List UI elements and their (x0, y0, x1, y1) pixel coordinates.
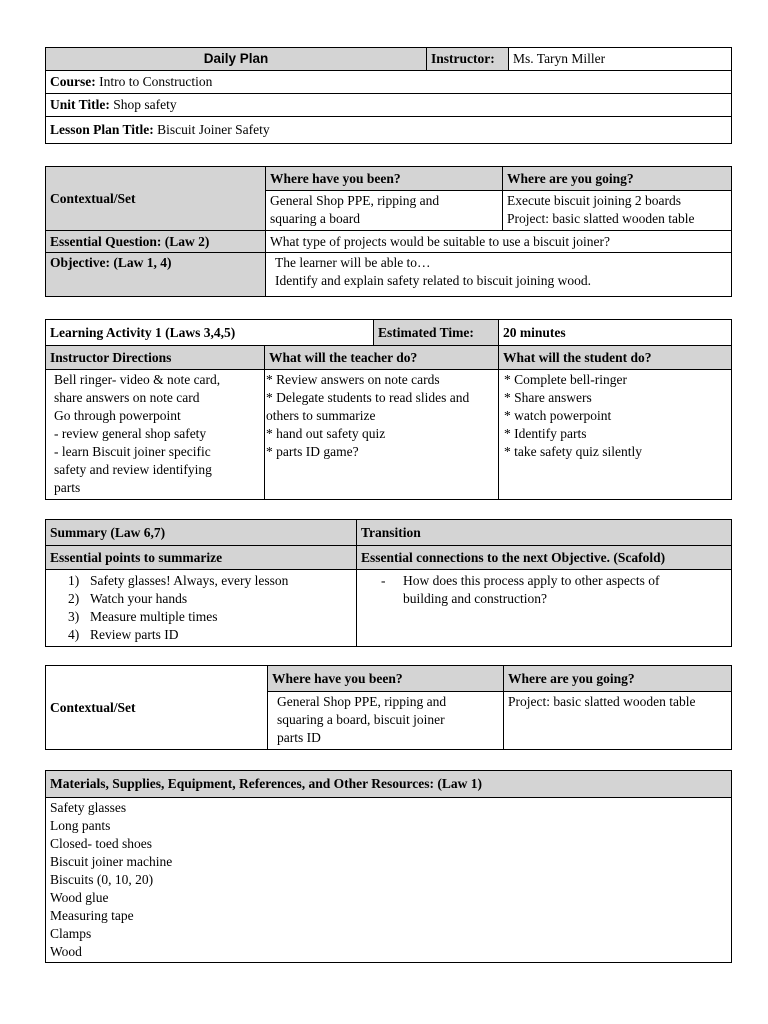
been-header: Where have you been? (266, 167, 503, 191)
list-item: Biscuit joiner machine (50, 854, 173, 869)
unit-value: Shop safety (113, 97, 177, 112)
activity-table (45, 319, 732, 500)
essential-connections-cell (357, 570, 732, 647)
connection-line: building and construction? (403, 591, 547, 606)
student-cell (499, 370, 732, 500)
student-line: * take safety quiz silently (504, 444, 642, 459)
been-line: squaring a board, biscuit joiner (277, 712, 445, 727)
lesson-value: Biscuit Joiner Safety (157, 122, 270, 137)
teacher-line: others to summarize (266, 408, 376, 423)
activity-label: Learning Activity 1 (Laws 3,4,5) (46, 320, 374, 346)
contextual-label: Contextual/Set (46, 167, 266, 231)
going-cell (504, 692, 732, 750)
been-line: General Shop PPE, ripping and (270, 193, 440, 208)
list-item: Safety glasses (50, 800, 127, 815)
objective-line: Identify and explain safety related to biscuit joining wood. (275, 273, 592, 288)
contextual-table (45, 166, 732, 297)
been-line: squaring a board (270, 211, 360, 226)
going-header: Where are you going? (504, 666, 732, 692)
essential-points-list (50, 572, 352, 644)
contextual-table-2 (45, 665, 732, 750)
student-line: * watch powerpoint (504, 408, 612, 423)
instructor-name: Ms. Taryn Miller (509, 48, 732, 71)
list-item: Wood (50, 944, 82, 959)
teacher-line: * parts ID game? (266, 444, 359, 459)
essential-points-cell (46, 570, 357, 647)
list-item: Measuring tape (50, 908, 134, 923)
list-item: 4) Review parts ID (68, 627, 179, 642)
course-value: Intro to Construction (99, 74, 213, 89)
objective-cell (266, 253, 732, 297)
going-line: Execute biscuit joining 2 boards (507, 193, 681, 208)
essential-question-label: Essential Question: (Law 2) (46, 231, 266, 253)
summary-label: Summary (Law 6,7) (46, 520, 357, 546)
directions-line: parts (54, 480, 81, 495)
list-item: 2) Watch your hands (68, 591, 188, 606)
teacher-line: * hand out safety quiz (266, 426, 386, 441)
teacher-header: What will the teacher do? (265, 346, 499, 370)
estimated-time-value: 20 minutes (499, 320, 732, 346)
directions-line: - learn Biscuit joiner specific (54, 444, 211, 459)
transition-label: Transition (357, 520, 732, 546)
teacher-line: * Delegate students to read slides and (266, 390, 470, 405)
going-line: Project: basic slatted wooden table (508, 694, 696, 709)
been-line: parts ID (277, 730, 321, 745)
materials-cell (46, 798, 732, 963)
materials-header: Materials, Supplies, Equipment, References, and Other Resources: (Law 1) (46, 771, 732, 798)
list-item: Long pants (50, 818, 111, 833)
objective-label: Objective: (Law 1, 4) (46, 253, 266, 297)
lesson-row (46, 117, 732, 144)
unit-label: Unit Title: (50, 97, 110, 112)
list-item (381, 572, 727, 608)
teacher-line: * Review answers on note cards (266, 372, 440, 387)
been-cell (266, 191, 503, 231)
unit-row (46, 94, 732, 117)
instructor-directions-header: Instructor Directions (46, 346, 265, 370)
list-item: Wood glue (50, 890, 109, 905)
course-row (46, 71, 732, 94)
estimated-time-label: Estimated Time: (374, 320, 499, 346)
going-header: Where are you going? (503, 167, 732, 191)
directions-line: share answers on note card (54, 390, 200, 405)
directions-line: safety and review identifying (54, 462, 212, 477)
page-title: Daily Plan (46, 48, 427, 71)
essential-connections-header: Essential connections to the next Objective. (Scafold) (357, 546, 732, 570)
contextual-label: Contextual/Set (46, 666, 268, 750)
been-line: General Shop PPE, ripping and (277, 694, 447, 709)
list-item: 1) Safety glasses! Always, every lesson (68, 573, 289, 588)
essential-points-header: Essential points to summarize (46, 546, 357, 570)
essential-question-value: What type of projects would be suitable to use a biscuit joiner? (266, 231, 732, 253)
instructor-directions-cell (46, 370, 265, 500)
going-cell (503, 191, 732, 231)
list-item: Closed- toed shoes (50, 836, 152, 851)
objective-line: The learner will be able to… (275, 255, 431, 270)
instructor-label: Instructor: (427, 48, 509, 71)
student-line: * Identify parts (504, 426, 587, 441)
course-label: Course: (50, 74, 96, 89)
teacher-cell (265, 370, 499, 500)
summary-table (45, 519, 732, 647)
student-line: * Complete bell-ringer (504, 372, 627, 387)
lesson-label: Lesson Plan Title: (50, 122, 154, 137)
been-header: Where have you been? (268, 666, 504, 692)
materials-table (45, 770, 732, 963)
connections-list (361, 572, 727, 608)
been-cell (268, 692, 504, 750)
list-item: 3) Measure multiple times (68, 609, 218, 624)
list-item: Biscuits (0, 10, 20) (50, 872, 154, 887)
list-item: Clamps (50, 926, 92, 941)
directions-line: Bell ringer- video & note card, (54, 372, 221, 387)
student-line: * Share answers (504, 390, 592, 405)
going-line: Project: basic slatted wooden table (507, 211, 695, 226)
connection-line: How does this process apply to other aspects of (403, 573, 660, 588)
directions-line: Go through powerpoint (54, 408, 181, 423)
header-table (45, 47, 732, 144)
student-header: What will the student do? (499, 346, 732, 370)
directions-line: - review general shop safety (54, 426, 207, 441)
dash-bullet: - (381, 573, 386, 588)
